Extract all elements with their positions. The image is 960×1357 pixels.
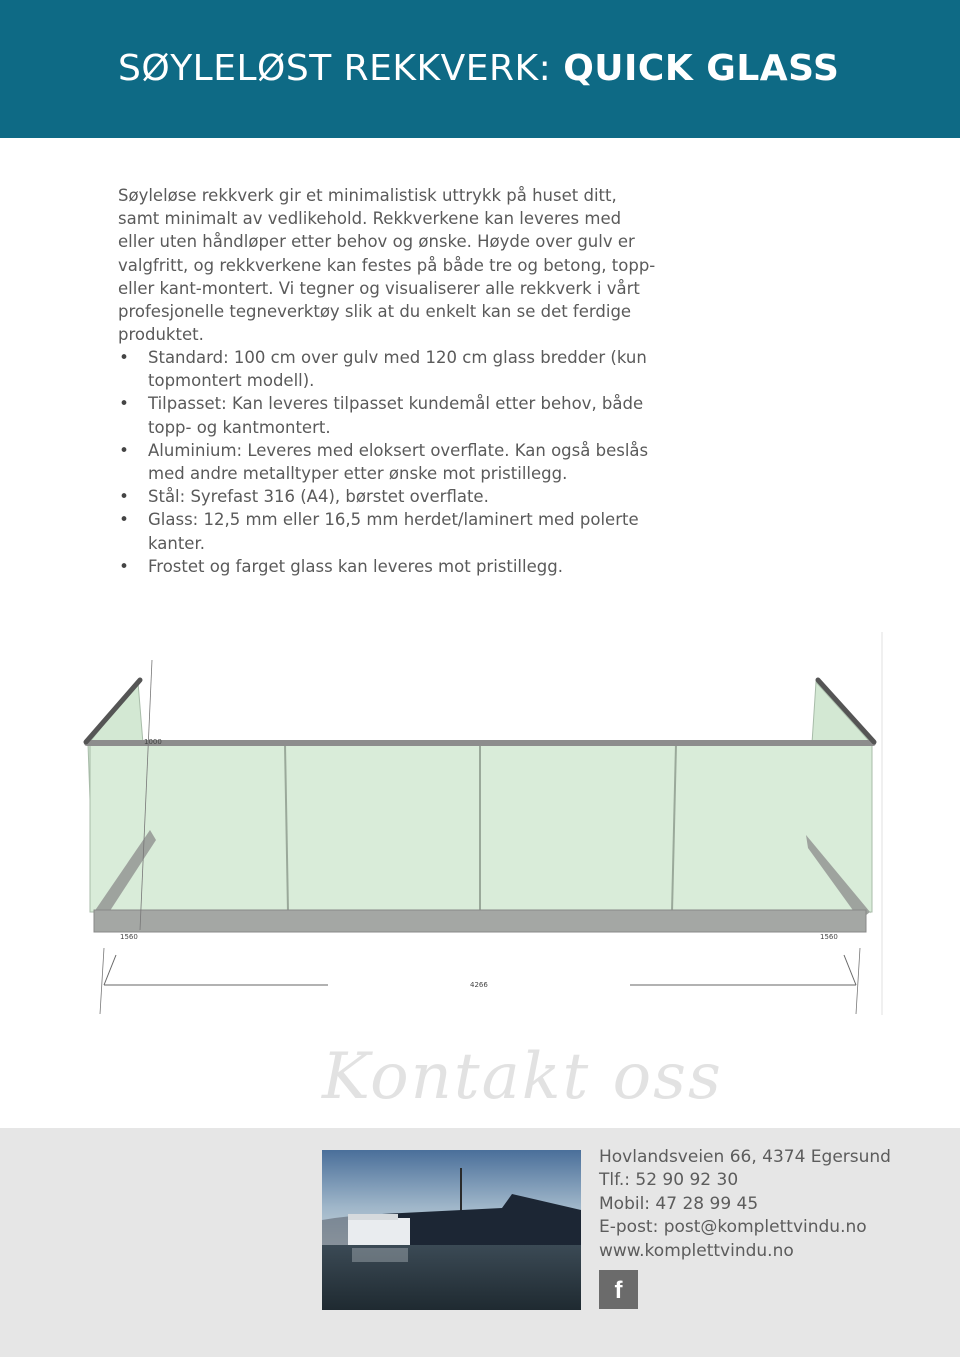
list-item [118, 392, 658, 438]
railing-drawing [80, 630, 885, 1020]
list-item-text: Stål: Syrefast 316 (A4), børstet overflate. [148, 487, 489, 507]
handrail [84, 740, 876, 746]
dim-left-label: 1560 [120, 933, 138, 941]
contact-address: Hovlandsveien 66, 4374 Egersund [599, 1147, 891, 1167]
bullet-icon: • [119, 556, 129, 576]
list-item-text: Standard: 100 cm over gulv med 120 cm glass bredder (kun topmontert modell). [148, 348, 647, 391]
bullet-icon: • [119, 487, 129, 507]
contact-website[interactable]: www.komplettvindu.no [599, 1240, 794, 1261]
list-item-text: Frostet og farget glass kan leveres mot pristillegg. [148, 556, 563, 576]
facebook-icon[interactable]: f [599, 1270, 638, 1309]
title-bold: QUICK GLASS [563, 48, 840, 89]
list-item-text: Tilpasset: Kan leveres tilpasset kundemål etter behov, både topp- og kantmontert. [148, 394, 644, 437]
list-item-text: Aluminium: Leveres med eloksert overflate. Kan også beslås med andre metalltyper etter ønske mot pristillegg. [148, 440, 649, 484]
bullet-icon: • [119, 348, 129, 367]
list-item [118, 346, 658, 392]
dim-height-label: 1000 [144, 738, 162, 746]
contact-email[interactable]: E-post: post@komplettvindu.no [599, 1217, 867, 1238]
intro-paragraph: Søyleløse rekkverk gir et minimalistisk uttrykk på huset ditt, samt minimalt av vedlikehold. Rekkverkene kan leveres med eller uten håndløper etter behov og ønske. Høyde over gulv er valgfritt, og rekkverkene kan festes på både tre og betong, topp- eller kant-montert. Vi tegner og visualiserer alle rekkverk i vårt profesjonelle tegneverktøy slik at du enkelt kan se det ferdige produktet. [118, 186, 656, 345]
list-item [118, 485, 658, 508]
bullet-icon: • [119, 510, 129, 530]
contact-phone[interactable]: Tlf.: 52 90 92 30 [599, 1170, 739, 1191]
contact-info [599, 1146, 891, 1263]
kontakt-heading: Kontakt oss [322, 1040, 723, 1114]
list-item [118, 439, 658, 485]
dim-right-label: 1560 [820, 933, 838, 941]
bullet-icon: • [119, 394, 129, 414]
contact-mobile[interactable]: Mobil: 47 28 99 45 [599, 1193, 759, 1214]
list-item [118, 508, 658, 554]
building-photo [322, 1150, 581, 1310]
feature-list [118, 346, 658, 578]
list-item-text: Glass: 12,5 mm eller 16,5 mm herdet/laminert med polerte kanter. [148, 510, 639, 553]
front-base-rail [94, 910, 866, 932]
list-item [118, 555, 658, 578]
page-title [118, 48, 839, 89]
title-light: SØYLELØST REKKVERK: [118, 48, 564, 89]
bullet-icon: • [119, 440, 129, 460]
dim-total-label: 4266 [470, 981, 488, 989]
page-header [0, 0, 960, 138]
